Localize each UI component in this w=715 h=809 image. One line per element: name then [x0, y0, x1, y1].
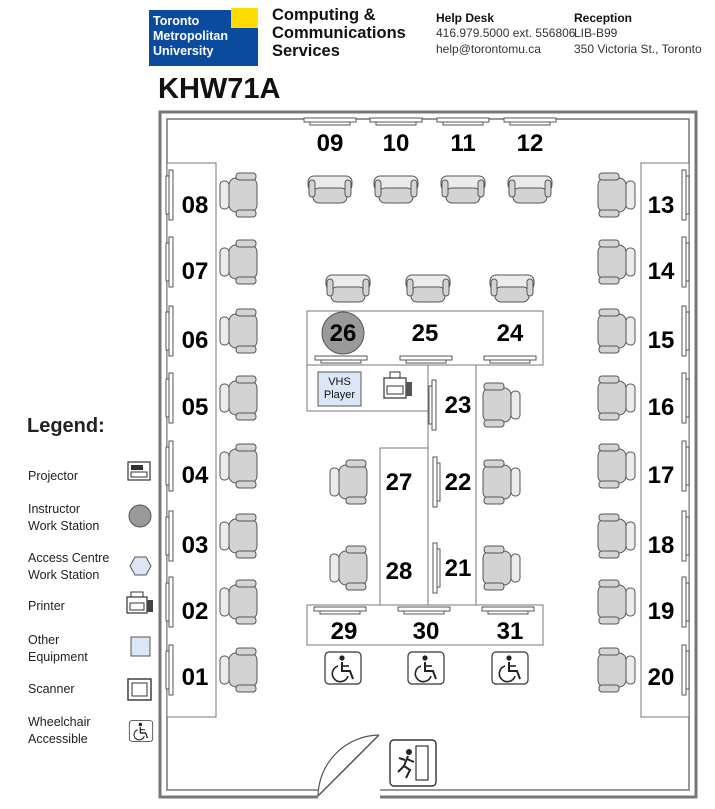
reception-room: LIB-B99: [574, 26, 618, 40]
right-monitor: [682, 237, 689, 287]
legend-instructor-line-2: Work Station: [28, 519, 100, 533]
seat-16[interactable]: 16: [647, 394, 675, 421]
logo-line-1: Toronto: [153, 14, 200, 28]
right-chair: [598, 648, 635, 692]
legend-access-line-1: Access Centre: [28, 551, 110, 565]
legend-access-line-2: Work Station: [28, 568, 100, 582]
left-chair: [220, 580, 257, 624]
seat-09[interactable]: 09: [316, 130, 344, 157]
seat-10[interactable]: 10: [382, 130, 410, 157]
left-chair: [220, 514, 257, 558]
department-line-3: Services: [272, 42, 340, 60]
seat-06[interactable]: 06: [181, 327, 209, 354]
legend-scanner: [28, 681, 75, 698]
legend-other-line-1: Other: [28, 633, 60, 647]
right-chair: [598, 444, 635, 488]
seat-27[interactable]: 27: [385, 469, 413, 496]
legend-printer-label: Printer: [28, 599, 65, 613]
right-chair: [598, 173, 635, 217]
right-monitor: [682, 373, 689, 423]
seat-18[interactable]: 18: [647, 532, 675, 559]
vhs-player-label: [318, 376, 361, 402]
left-chair: [220, 444, 257, 488]
left-chair: [220, 173, 257, 217]
seat-02[interactable]: 02: [181, 598, 209, 625]
left-monitor: [166, 373, 173, 423]
left-monitor: [166, 441, 173, 491]
logo-line-3: University: [153, 44, 214, 58]
seat-25[interactable]: 25: [411, 320, 439, 347]
seat-11[interactable]: 11: [450, 130, 476, 157]
seat-17[interactable]: 17: [647, 462, 675, 489]
seat-26-instructor[interactable]: 26: [329, 320, 357, 347]
right-chair: [598, 376, 635, 420]
department-line-2: Communications: [272, 24, 406, 42]
seat-01[interactable]: 01: [181, 664, 209, 691]
legend-other-equipment: [28, 632, 88, 666]
department-line-1: Computing &: [272, 6, 376, 24]
vhs-line-2: Player: [323, 389, 356, 401]
reception-title: Reception: [574, 11, 633, 25]
seat-08[interactable]: 08: [181, 192, 209, 219]
left-monitor: [166, 170, 173, 220]
legend-printer: [28, 598, 65, 615]
left-chair: [220, 648, 257, 692]
legend-wheelchair: [28, 714, 91, 748]
seat-20[interactable]: 20: [647, 664, 675, 691]
projector-legend-icon: [128, 462, 150, 480]
right-chair: [598, 580, 635, 624]
seat-19[interactable]: 19: [647, 598, 675, 625]
help-desk-phone: 416.979.5000 ext. 556806: [436, 26, 576, 40]
seat-31[interactable]: 31: [496, 618, 524, 645]
vhs-line-1: VHS: [328, 376, 351, 388]
left-chair: [220, 376, 257, 420]
left-monitor: [166, 645, 173, 695]
right-monitor: [682, 577, 689, 627]
help-desk-title: Help Desk: [436, 11, 495, 25]
left-monitor: [166, 577, 173, 627]
legend-title: Legend:: [27, 415, 105, 437]
seat-14[interactable]: 14: [647, 258, 675, 285]
right-chair: [598, 240, 635, 284]
seat-07[interactable]: 07: [181, 258, 209, 285]
seat-15[interactable]: 15: [647, 327, 675, 354]
help-desk-email[interactable]: help@torontomu.ca: [436, 42, 541, 56]
seat-12[interactable]: 12: [516, 130, 544, 157]
seat-29[interactable]: 29: [330, 618, 358, 645]
right-monitor: [682, 511, 689, 561]
right-chair: [598, 309, 635, 353]
room-title: KHW71A: [158, 73, 281, 105]
legend-wheelchair-line-2: Accessible: [28, 732, 88, 746]
seat-28[interactable]: 28: [385, 558, 413, 585]
seat-24[interactable]: 24: [496, 320, 524, 347]
logo-line-2: Metropolitan: [153, 29, 228, 43]
legend-scanner-label: Scanner: [28, 682, 75, 696]
legend-instructor: [28, 501, 99, 535]
legend-other-line-2: Equipment: [28, 650, 88, 664]
seat-22[interactable]: 22: [444, 469, 472, 496]
seat-03[interactable]: 03: [181, 532, 209, 559]
left-chair: [220, 309, 257, 353]
legend-access-centre: [28, 550, 109, 584]
legend-projector: [28, 468, 78, 485]
right-monitor: [682, 170, 689, 220]
seat-21[interactable]: 21: [444, 555, 472, 582]
reception-address: 350 Victoria St., Toronto: [574, 42, 702, 56]
left-monitor: [166, 237, 173, 287]
seat-05[interactable]: 05: [181, 394, 209, 421]
right-monitor: [682, 441, 689, 491]
legend-instructor-line-1: Instructor: [28, 502, 81, 516]
right-chair: [598, 514, 635, 558]
seat-13[interactable]: 13: [647, 192, 675, 219]
legend-wheelchair-line-1: Wheelchair: [28, 715, 91, 729]
seat-30[interactable]: 30: [412, 618, 440, 645]
seat-23[interactable]: 23: [444, 392, 472, 419]
left-chair: [220, 240, 257, 284]
legend-projector-label: Projector: [28, 469, 79, 483]
seat-04[interactable]: 04: [181, 462, 209, 489]
right-monitor: [682, 645, 689, 695]
right-monitor: [682, 306, 689, 356]
left-monitor: [166, 306, 173, 356]
left-monitor: [166, 511, 173, 561]
